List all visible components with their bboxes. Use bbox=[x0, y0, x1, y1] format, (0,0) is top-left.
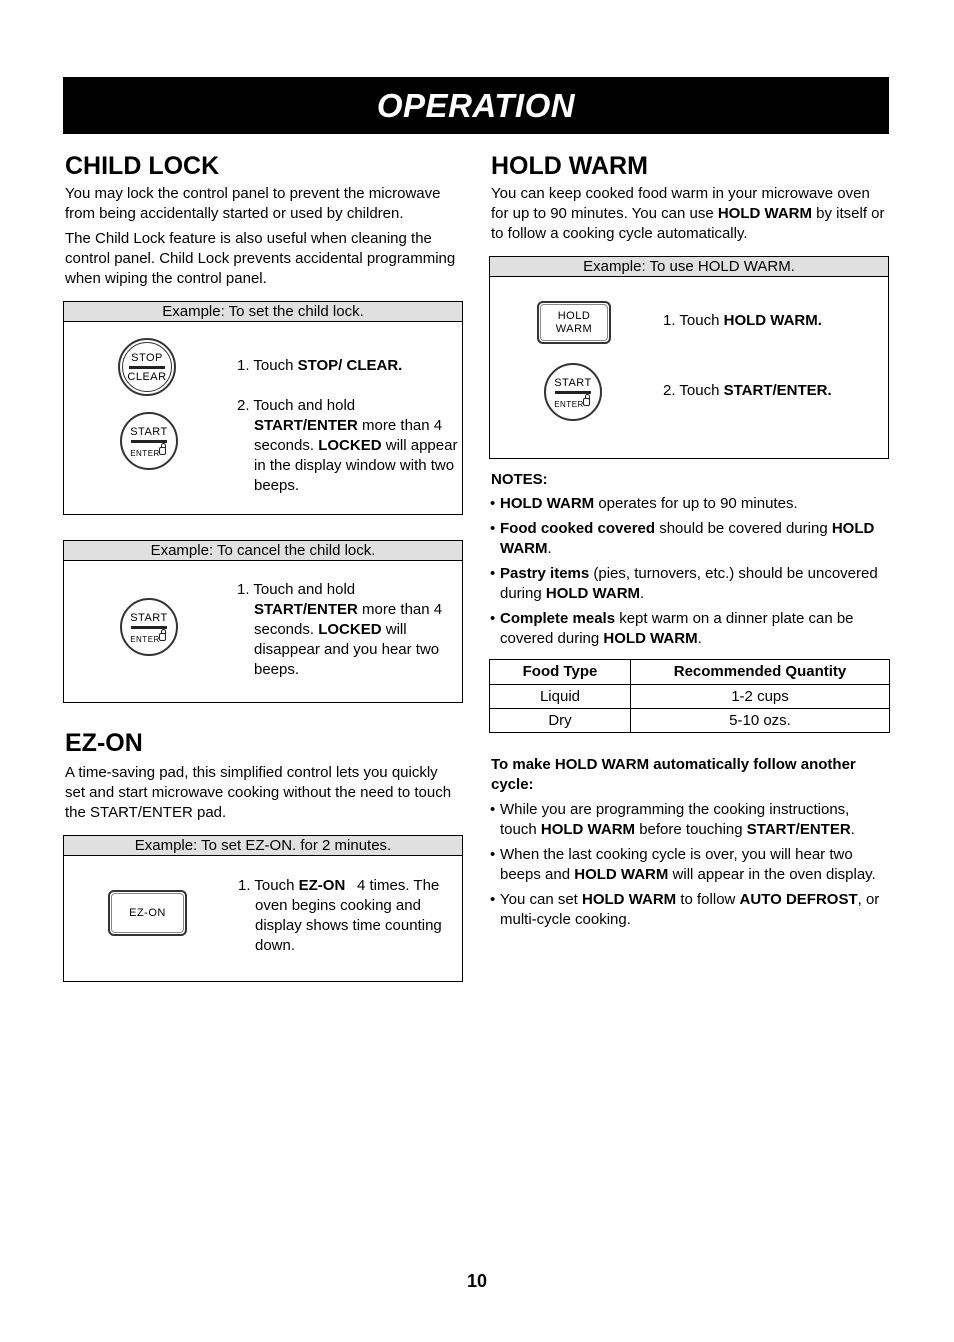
notes-list bbox=[489, 494, 889, 649]
left-column bbox=[63, 150, 463, 982]
hold-warm-step-2: 2. Touch START/ENTER. bbox=[663, 382, 832, 399]
table-cell: 5-10 ozs. bbox=[631, 709, 890, 733]
right-column bbox=[489, 150, 889, 935]
enter-label: ENTER bbox=[130, 449, 160, 458]
set-child-lock-example bbox=[63, 301, 463, 515]
lock-icon bbox=[583, 398, 590, 406]
ez-on-intro: A time-saving pad, this simplified control lets you quickly set and start microwave cooking without the need to touch the START/ENTER pad. bbox=[65, 764, 452, 821]
ez-on-example bbox=[63, 835, 463, 982]
clear-label: CLEAR bbox=[127, 371, 167, 383]
list-item: • Complete meals kept warm on a dinner plate can be covered during HOLD WARM. bbox=[489, 609, 885, 649]
stop-clear-button bbox=[118, 338, 176, 396]
ez-on-label: EZ-ON bbox=[129, 907, 166, 919]
hold-warm-step-1: 1. Touch HOLD WARM. bbox=[663, 312, 822, 329]
ez-on-step-1: 1. Touch EZ-ON 4 times. The oven begins cooking and display shows time counting down. bbox=[238, 877, 442, 954]
child-lock-title: CHILD LOCK bbox=[65, 152, 220, 180]
page-banner: OPERATION bbox=[63, 77, 889, 134]
cancel-child-lock-example bbox=[63, 540, 463, 703]
set-step-1: 1. Touch STOP/ CLEAR. bbox=[237, 357, 403, 374]
child-lock-cleaning-note: The Child Lock feature is also useful when cleaning the control panel. Child Lock prevents accidental programming when wiping the control panel. bbox=[65, 230, 456, 287]
auto-follow-title: To make HOLD WARM automatically follow another cycle: bbox=[491, 756, 856, 793]
set-step-2: 2. Touch and hold START/ENTER more than 4 seconds. LOCKED will appear in the display window with two beeps. bbox=[237, 397, 458, 494]
auto-follow-list bbox=[489, 800, 889, 930]
hold-warm-title: HOLD WARM bbox=[491, 152, 648, 180]
ez-on-title: EZ-ON bbox=[65, 729, 143, 757]
table-row bbox=[490, 685, 890, 709]
hold-warm-intro: You can keep cooked food warm in your microwave oven for up to 90 minutes. You can use HOLD WARM by itself or to follow a cooking cycle automatically. bbox=[491, 185, 885, 242]
food-quantity-table bbox=[489, 659, 890, 733]
lock-icon bbox=[159, 633, 166, 641]
start-label: START bbox=[130, 612, 168, 624]
table-cell: Liquid bbox=[490, 685, 631, 709]
example-header: Example: To use HOLD WARM. bbox=[490, 257, 888, 277]
hold-label: HOLD bbox=[557, 310, 591, 322]
enter-label: ENTER bbox=[130, 635, 160, 644]
list-item: • Pastry items (pies, turnovers, etc.) should be uncovered during HOLD WARM. bbox=[489, 564, 885, 604]
list-item: • While you are programming the cooking instructions, touch HOLD WARM before touching START/ENTER. bbox=[489, 800, 885, 840]
list-item: • When the last cooking cycle is over, you will hear two beeps and HOLD WARM will appear in the oven display. bbox=[489, 845, 885, 885]
lock-icon bbox=[159, 447, 166, 455]
start-label: START bbox=[130, 426, 168, 438]
table-header: Food Type bbox=[490, 660, 631, 685]
table-row bbox=[490, 709, 890, 733]
table-cell: 1-2 cups bbox=[631, 685, 890, 709]
example-header: Example: To set the child lock. bbox=[64, 302, 462, 322]
table-cell: Dry bbox=[490, 709, 631, 733]
hold-warm-example bbox=[489, 256, 889, 459]
start-enter-button bbox=[120, 598, 178, 656]
example-header: Example: To set EZ-ON. for 2 minutes. bbox=[64, 836, 462, 856]
cancel-step-1: 1. Touch and hold START/ENTER more than 4 seconds. LOCKED will disappear and you hear two beeps. bbox=[237, 581, 443, 678]
child-lock-intro: You may lock the control panel to prevent the microwave from being accidentally started or used by children. bbox=[65, 185, 441, 222]
page-number: 10 bbox=[466, 1271, 488, 1291]
example-header: Example: To cancel the child lock. bbox=[64, 541, 462, 561]
notes-title: NOTES: bbox=[491, 471, 548, 488]
table-header: Recommended Quantity bbox=[631, 660, 890, 685]
list-item: • HOLD WARM operates for up to 90 minutes. bbox=[489, 494, 885, 514]
list-item: • Food cooked covered should be covered during HOLD WARM. bbox=[489, 519, 885, 559]
stop-label: STOP bbox=[131, 352, 163, 364]
enter-label: ENTER bbox=[554, 400, 584, 409]
start-label: START bbox=[554, 377, 592, 389]
list-item: • You can set HOLD WARM to follow AUTO DEFROST, or multi-cycle cooking. bbox=[489, 890, 885, 930]
warm-label: WARM bbox=[555, 323, 593, 335]
start-enter-button bbox=[544, 363, 602, 421]
hold-warm-button bbox=[537, 301, 611, 344]
start-enter-button bbox=[120, 412, 178, 470]
ez-on-button bbox=[108, 890, 187, 936]
